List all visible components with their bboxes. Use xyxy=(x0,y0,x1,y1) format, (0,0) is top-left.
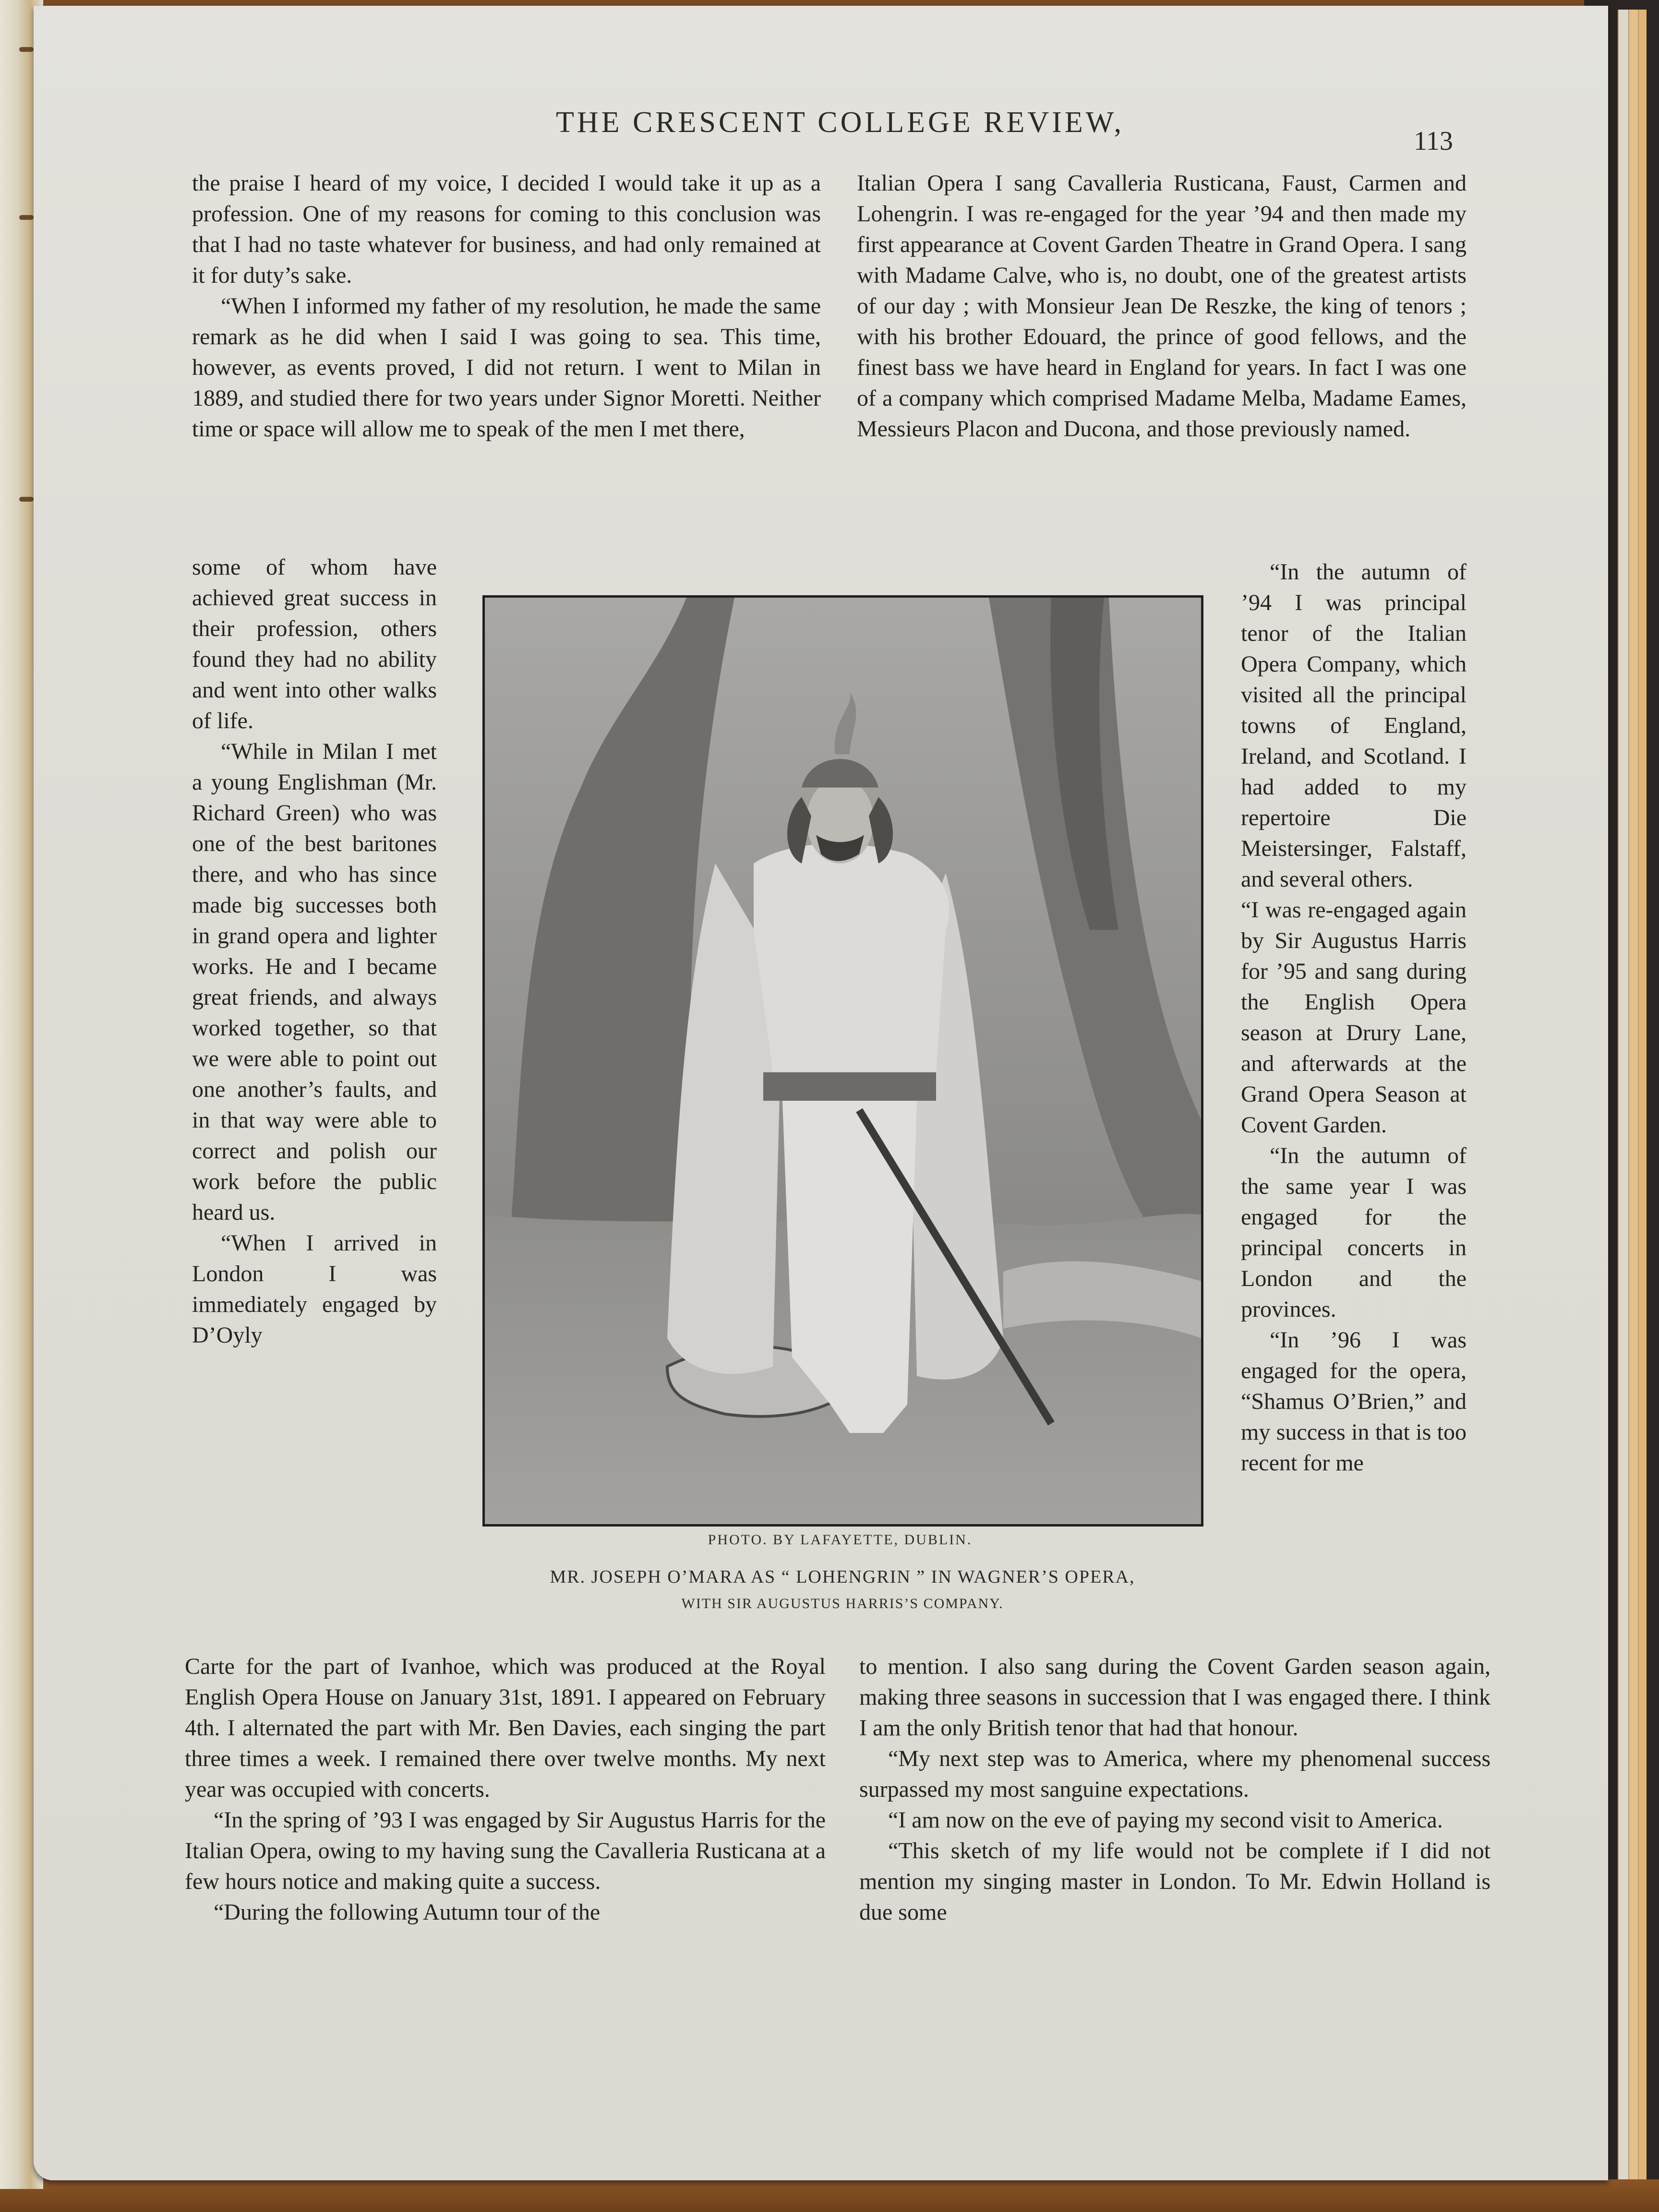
paragraph: some of whom have achieved great success in their profession, others found they had no ability and went into other walks of life. xyxy=(192,554,437,733)
paragraph: Italian Opera I sang Cavalleria Rusticana, Faust, Carmen and Lohengrin. I was re-engaged for the year ’94 and then made my first appearance at Covent Garden Theatre in Grand Opera. I sang with Madame Calve, who is, no doubt, one of the greatest artists of our day ; with Monsieur Jean De Reszke, the king of tenors ; with his brother Edouard, the prince of good fellows, and the finest bass we have heard in England for years. In fact I was one of a company which comprised Madame Melba, Madame Eames, Messieurs Placon and Ducona, and those previously named. xyxy=(857,170,1467,442)
page-stack-edge xyxy=(1638,10,1647,2179)
paragraph: “When I informed my father of my resolution, he made the same remark as he did when I said I was going to sea. This time, however, as events proved, I did not return. I went to Milan in 1889, and studied there for two years under Signor Moretti. Neither time or space will allow me to speak of the men I met there, xyxy=(192,293,821,442)
binding-stitch xyxy=(19,215,34,220)
tunic xyxy=(754,843,949,1092)
paragraph: “In the autumn of the same year I was engaged for the principal concerts in London and the provinces. xyxy=(1241,1143,1467,1322)
binding-stitch xyxy=(19,497,34,502)
paragraph: Carte for the part of Ivanhoe, which was produced at the Royal English Opera House on January 31st, 1891. I appeared on February 4th. I alternated the part with Mr. Ben Davies, each singing the part three times a week. I remained there over twelve months. My next year was occupied with concerts. xyxy=(185,1654,826,1802)
binding-stitch xyxy=(19,47,34,52)
paragraph: the praise I heard of my voice, I decided I would take it up as a profession. One of my reasons for coming to this conclusion was that I had no taste whatever for business, and had only remained at it for duty’s sake. xyxy=(192,170,821,288)
photo-illustration xyxy=(485,598,1201,1524)
column-right-top xyxy=(857,168,1467,445)
page-number: 113 xyxy=(1414,126,1453,156)
paragraph: “While in Milan I met a young Englishman (Mr. Richard Green) who was one of the best baritones there, and who has since made big successes both in grand opera and lighter works. He and I became great friends, and always worked together, so that we were able to point out one another’s faults, and in that way were able to correct and polish our work before the public heard us. xyxy=(192,739,437,1225)
paragraph: “My next step was to America, where my phenomenal success surpassed my most sanguine expectations. xyxy=(859,1746,1491,1802)
paragraph: “In the autumn of ’94 I was principal tenor of the Italian Opera Company, which visited all the principal towns of England, Ireland, and Scotland. I had added to my repertoire Die Meistersinger, Falstaff, and several others. xyxy=(1241,559,1467,892)
paragraph: “I was re-engaged again by Sir Augustus Harris for ’95 and sang during the English Opera season at Drury Lane, and afterwards at the Grand Opera Season at Covent Garden. xyxy=(1241,897,1467,1138)
column-right-narrow xyxy=(1241,557,1467,1479)
paragraph: “This sketch of my life would not be complete if I did not mention my singing master in London. To Mr. Edwin Holland is due some xyxy=(859,1838,1491,1925)
wooden-table-surface xyxy=(0,2179,1659,2212)
paragraph: “When I arrived in London I was immediately engaged by D’Oyly xyxy=(192,1230,437,1348)
column-left-bottom xyxy=(185,1651,826,1928)
running-head: THE CRESCENT COLLEGE REVIEW, xyxy=(555,106,1125,139)
paragraph: “In the spring of ’93 I was engaged by Sir Augustus Harris for the Italian Opera, owing to my having sung the Cavalleria Rusticana at a few hours notice and making quite a success. xyxy=(185,1807,826,1894)
paragraph: to mention. I also sang during the Covent Garden season again, making three seasons in succession that I was engaged there. I think I am the only British tenor that had that honour. xyxy=(859,1654,1491,1741)
column-left-top xyxy=(192,168,821,445)
paragraph: “During the following Autumn tour of the xyxy=(214,1899,601,1925)
paragraph: “I am now on the eve of paying my second visit to America. xyxy=(888,1807,1443,1833)
page-stack-edge xyxy=(1618,10,1628,2179)
column-right-bottom xyxy=(859,1651,1491,1928)
paragraph: “In ’96 I was engaged for the opera, “Shamus O’Brien,” and my success in that is too recent for me xyxy=(1241,1327,1467,1476)
page-stack-edge xyxy=(1628,10,1638,2179)
figure-caption-line-1: MR. JOSEPH O’MARA AS “ LOHENGRIN ” IN WAGNER’S OPERA, xyxy=(550,1567,1135,1587)
belt xyxy=(763,1072,936,1101)
column-left-narrow xyxy=(192,552,437,1351)
portrait-photograph xyxy=(482,595,1203,1527)
photo-credit: PHOTO. BY LAFAYETTE, DUBLIN. xyxy=(708,1532,973,1548)
figure-caption-line-2: WITH SIR AUGUSTUS HARRIS’S COMPANY. xyxy=(681,1596,1004,1611)
